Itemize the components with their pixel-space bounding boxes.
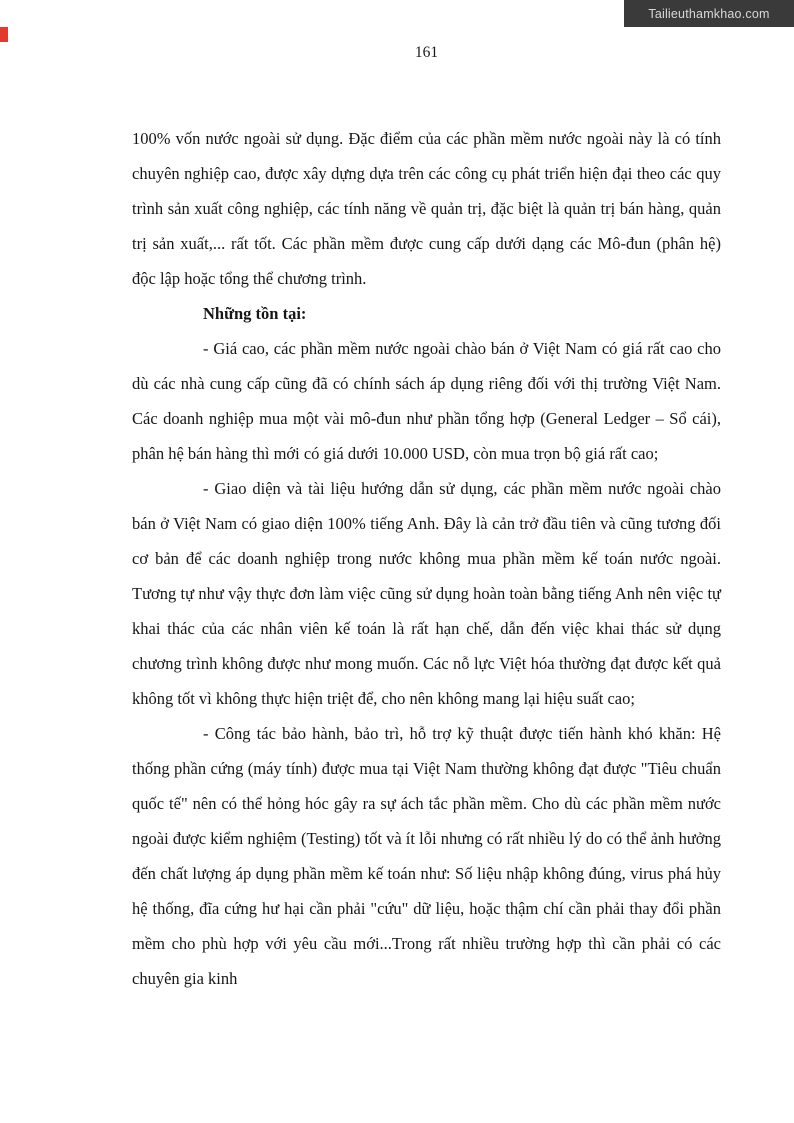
paragraph-interface: - Giao diện và tài liệu hướng dẫn sử dụng, các phần mềm nước ngoài chào bán ở Việt Nam có giao diện 100% tiếng Anh. Đây là cản trở đầu tiên và cũng tương đối cơ bản để các doanh nghiệp trong nước không mua phần mềm kế toán nước ngoài. Tương tự như vậy thực đơn làm việc cũng sử dụng hoàn toàn bằng tiếng Anh nên việc tự khai thác của các nhân viên kế toán là rất hạn chế, dẫn đến việc khai thác sử dụng chương trình không được như mong muốn. Các nỗ lực Việt hóa thường đạt được kết quả không tốt vì không thực hiện triệt để, cho nên không mang lại hiệu suất cao;	[132, 479, 721, 708]
paragraph-price: - Giá cao, các phần mềm nước ngoài chào bán ở Việt Nam có giá rất cao cho dù các nhà cung cấp cũng đã có chính sách áp dụng riêng đối với thị trường Việt Nam. Các doanh nghiệp mua một vài mô-đun như phần tổng hợp (General Ledger – Sổ cái), phân hệ bán hàng thì mới có giá dưới 10.000 USD, còn mua trọn bộ giá rất cao;	[132, 339, 721, 463]
section-heading: Những tồn tại:	[203, 304, 307, 323]
paragraph-support: - Công tác bảo hành, bảo trì, hỗ trợ kỹ thuật được tiến hành khó khăn: Hệ thống phần cứng (máy tính) được mua tại Việt Nam thường không đạt được "Tiêu chuẩn quốc tế" nên có thể hỏng hóc gây ra sự ách tắc phần mềm. Cho dù các phần mềm nước ngoài được kiểm nghiệm (Testing) tốt và ít lỗi nhưng có rất nhiều lý do có thể ảnh hưởng đến chất lượng áp dụng phần mềm kế toán như: Số liệu nhập không đúng, virus phá hủy hệ thống, đĩa cứng hư hại cần phải "cứu" dữ liệu, hoặc thậm chí cần phải thay đổi phần mềm cho phù hợp với yêu cầu mới...Trong rất nhiều trường hợp thì cần phải có các chuyên gia kinh	[132, 724, 721, 988]
page-number: 161	[414, 44, 439, 61]
watermark-banner	[624, 0, 794, 27]
watermark-text: Tailieuthamkhao.com	[648, 6, 770, 21]
red-corner-mark	[0, 27, 8, 42]
page-content	[132, 121, 721, 996]
paragraph-intro: 100% vốn nước ngoài sử dụng. Đặc điểm của các phần mềm nước ngoài này là có tính chuyên nghiệp cao, được xây dựng dựa trên các công cụ phát triển hiện đại theo các quy trình sản xuất công nghiệp, các tính năng về quản trị, đặc biệt là quản trị bán hàng, quản trị sản xuất,... rất tốt. Các phần mềm được cung cấp dưới dạng các Mô-đun (phân hệ) độc lập hoặc tổng thể chương trình.	[132, 129, 721, 288]
